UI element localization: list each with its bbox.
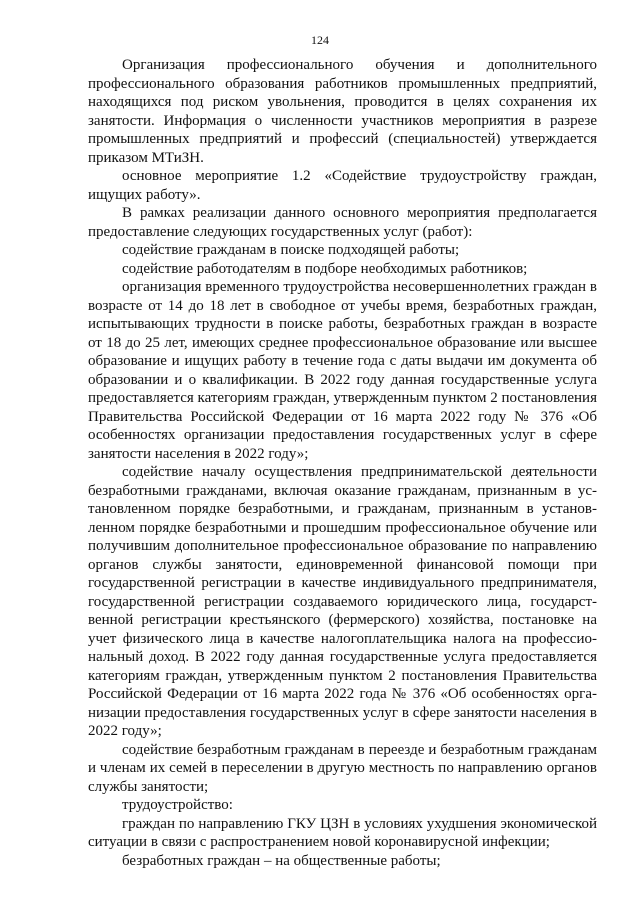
document-body [88,56,597,870]
paragraph-services-intro: В рамках реализации данного основного мероприятия предполагается предоставление следующих государственных услуг (работ): [88,205,597,240]
page-number: 124 [311,33,329,47]
paragraph-main-measure-1-2: основное мероприятие 1.2 «Содействие трудоустройству граждан, ищущих работу». [88,168,597,203]
paragraph-job-search-assistance: содействие гражданам в поиске подходящей работы; [122,242,460,258]
paragraph-relocation-assistance: содействие безработным гражданам в переезде и безработным гражданам и членам их семей в переселении в другую местность по направлению органов службы занятости; [88,741,597,795]
paragraph-public-works: безработных граждан – на общественные работы; [122,852,441,869]
paragraph-entrepreneurship-support: содействие началу осуществления предпринимательской деятельности безработными гражданами, включая оказание гражданам, признанным в установленном порядке безработными, и гражданам, признанным в установленном порядке безработными и прошедшим профессиональное обучение или получившим дополнительное профессиональное образование по направлению органов службы занятости, единовременной финансовой помощи при государственной регистрации в качестве индивидуального предпринимателя, государственной регистрации создаваемого юридического лица, государственной регистрации крестьянского (фермерского) хозяйства, постановке на учет физического лица в качестве налогоплательщика налога на профессиональный доход. В 2022 году данная государственные услуга предоставляется категориям граждан, утвержденным пунктом 2 постановления Правительства Российской Федерации от 16 марта 2022 года № 376 «Об особенностях организации предоставления государственных услуг в сфере занятости населения в 2022 году»; [88,464,597,739]
paragraph-employment-heading: трудоустройство: [122,797,233,813]
paragraph-training-employees: Организация профессионального обучения и дополнительного профессионального образования работников промышленных предприятий, находящихся под риском увольнения, проводится в целях сохранения их занятости. Информация о численности участников мероприятия в разрезе промышленных предприятий и профессий (специальностей) утверждается приказом МТиЗН. [88,57,597,166]
paragraph-temporary-employment: организация временного трудоустройства несовершеннолетних граждан в возрасте от 14 до 18 лет в свободное от учебы время, безработных граждан, испытывающих трудности в поиске работы, безработных граждан в возрасте от 18 до 25 лет, имеющих среднее профессиональное образование или высшее образование и ищущих работу в течение года с даты выдачи им документа об образовании и о квалификации. В 2022 году данная государственные услуга предоставляется категориям граждан, утвержденным пунктом 2 постановления Правительства Российской Федерации от 16 марта 2022 году № 376 «Об особенностях организации предоставления государственных услуг в сфере занятости населения в 2022 году»; [88,279,597,462]
paragraph-employer-assistance: содействие работодателям в подборе необходимых работников; [122,260,528,277]
paragraph-covid-employment: граждан по направлению ГКУ ЦЗН в условиях ухудшения экономической ситуации в связи с распространением новой коронавирусной инфекции; [88,815,597,850]
